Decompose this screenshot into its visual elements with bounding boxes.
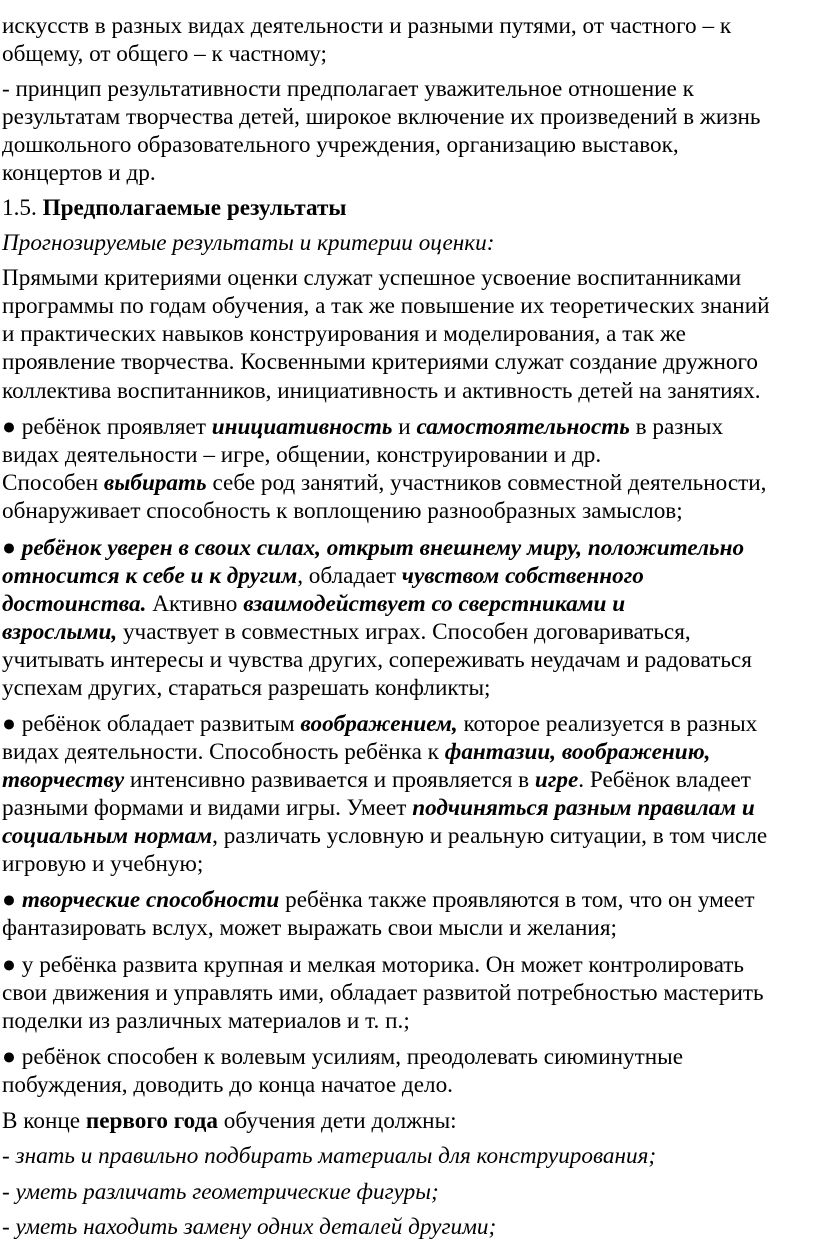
list-item: - уметь находить замену одних деталей другими; [2, 1214, 497, 1240]
text-line: концертов и др. [2, 160, 156, 186]
text-line: дошкольного образовательного учреждения, организацию выставок, [2, 132, 679, 158]
text-line: коллектива воспитанников, инициативность и активность детей на занятиях. [2, 378, 761, 404]
text-line: видах деятельности – игре, общении, конструировании и др. [2, 442, 602, 468]
text-line: фантазировать вслух, может выражать свои мысли и желания; [2, 915, 617, 941]
list-item: - уметь различать геометрические фигуры; [2, 1179, 439, 1205]
text-line: побуждения, доводить до конца начатое дело. [2, 1072, 453, 1098]
text-line: поделки из различных материалов и т. п.; [2, 1008, 410, 1034]
text-line: - принцип результативности предполагает уважительное отношение к [2, 76, 694, 102]
text-line: относится к себе и к другим, обладает чувством собственного [2, 563, 644, 589]
text-line: Прямыми критериями оценки служат успешное усвоение воспитанниками [2, 265, 742, 291]
text-line: игровую и учебную; [2, 851, 204, 877]
text-line: искусств в разных видах деятельности и разными путями, от частного – к [2, 13, 732, 39]
section-number: 1.5. [2, 195, 43, 221]
text-line: видах деятельности. Способность ребёнка к фантазии, воображению, [2, 739, 711, 765]
bullet-line: ● ребёнок способен к волевым усилиям, преодолевать сиюминутные [2, 1044, 684, 1070]
bullet-line: ● ребёнок проявляет инициативность и самостоятельность в разных [2, 414, 724, 440]
text-line: программы по годам обучения, а так же повышение их теоретических знаний [2, 293, 770, 319]
text-line: проявление творчества. Косвенными критериями служат создание дружного [2, 349, 758, 375]
text-line: и практических навыков конструирования и моделирования, а так же [2, 321, 686, 347]
text-line: свои движения и управлять ими, обладает развитой потребностью мастерить [2, 980, 764, 1006]
year-intro: В конце первого года обучения дети должны: [2, 1108, 457, 1134]
text-line: достоинства. Активно взаимодействует со сверстниками и [2, 591, 626, 617]
text-line: социальным нормам, различать условную и реальную ситуации, в том числе [2, 823, 768, 849]
list-item: - знать и правильно подбирать материалы для конструирования; [2, 1143, 657, 1169]
text-line: обнаруживает способность к воплощению разнообразных замыслов; [2, 498, 683, 524]
text-line: творчеству интенсивно развивается и проявляется в игре. Ребёнок владеет [2, 767, 751, 793]
section-title: Предполагаемые результаты [42, 195, 347, 221]
text-line: разными формами и видами игры. Умеет подчиняться разным правилам и [2, 795, 755, 821]
text-line: учитывать интересы и чувства других, сопереживать неудачам и радоваться [2, 647, 752, 673]
text-line: взрослыми, участвует в совместных играх. Способен договариваться, [2, 619, 691, 645]
bullet-line: ● творческие способности ребёнка также проявляются в том, что он умеет [2, 887, 755, 913]
bullet-line: ● у ребёнка развита крупная и мелкая моторика. Он может контролировать [2, 952, 744, 978]
text-line: Способен выбирать себе род занятий, участников совместной деятельности, [2, 470, 767, 496]
bullet-line: ● ребёнок уверен в своих силах, открыт внешнему миру, положительно [2, 535, 745, 561]
bullet-line: ● ребёнок обладает развитым воображением, которое реализуется в разных [2, 711, 758, 737]
text-line: общему, от общего – к частному; [2, 41, 327, 67]
text-line: результатам творчества детей, широкое включение их произведений в жизнь [2, 104, 761, 130]
text-line: успехам других, стараться разрешать конфликты; [2, 675, 491, 701]
section-heading [2, 194, 346, 223]
subheading: Прогнозируемые результаты и критерии оценки: [2, 230, 495, 256]
